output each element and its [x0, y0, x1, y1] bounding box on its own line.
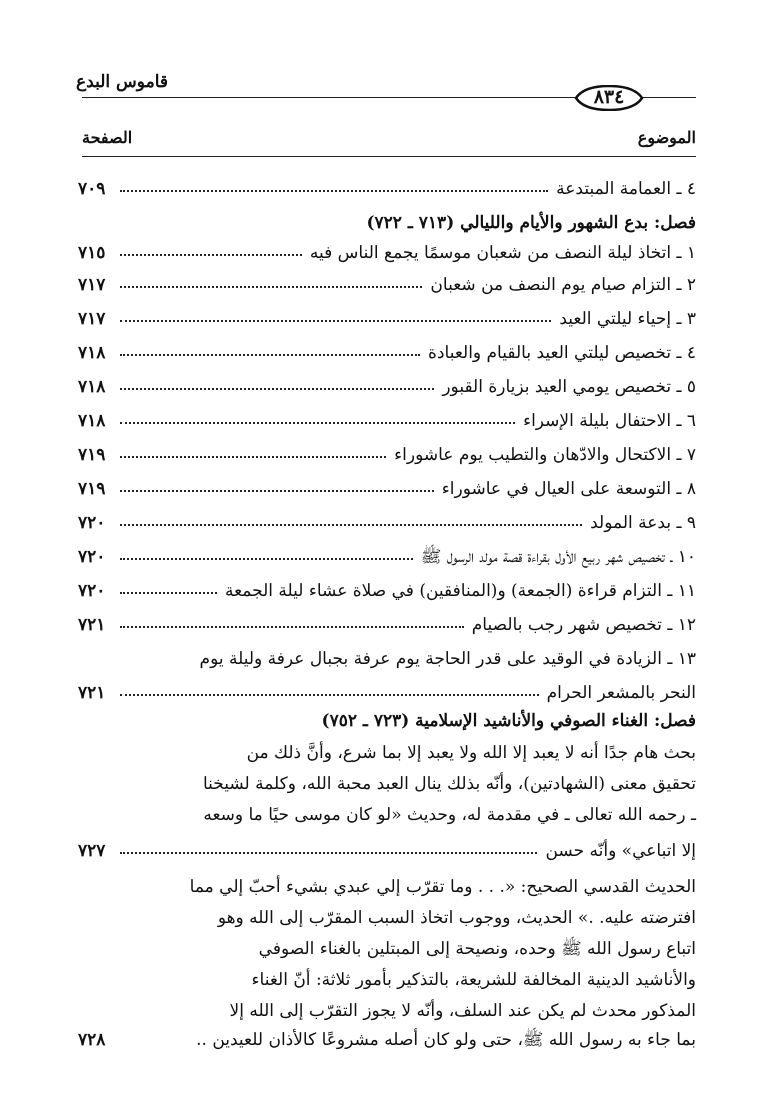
toc-entry: [78, 646, 696, 674]
toc-entry: [78, 408, 696, 436]
page-ref: ٧١٩: [78, 445, 106, 465]
toc-entry: [78, 476, 696, 504]
toc-entry-para1-last: [78, 838, 696, 866]
entry-title: ٩ ـ بدعة المولد: [590, 513, 696, 533]
entry-title: ١٠ ـ تخصيص شهر ربيع الأول بقراءة قصة مولد الرسول ﷺ: [420, 547, 696, 567]
entry-title: ٢ ـ التزام صيام يوم النصف من شعبان: [430, 275, 696, 295]
paragraph-line: إلا اتباعي» وأنّه حسن: [545, 841, 696, 861]
leader-dots: [120, 286, 422, 288]
toc-entry: [78, 680, 696, 708]
paragraph-line: والأناشيد الدينية المخالفة للشريعة، بالتذكير بأمور ثلاثة: أنّ الغناء: [251, 970, 696, 990]
column-topic: الموضوع: [637, 128, 696, 147]
page-ref: ٧٢٠: [78, 547, 106, 567]
leader-dots: [120, 626, 464, 628]
entry-title: ١٣ ـ الزيادة في الوقيد على قدر الحاجة يوم عرفة بجبال عرفة وليلة يوم: [199, 649, 696, 669]
page-ref: ٧١٧: [78, 309, 106, 329]
entry-title: ١١ ـ التزام قراءة (الجمعة) و(المنافقين) في صلاة عشاء ليلة الجمعة: [224, 581, 696, 601]
paragraph-line: تحقيق معنى (الشهادتين)، وأنّه بذلك ينال العبد محبة الله، وكلمة لشيخنا: [202, 774, 696, 794]
paragraph-2: [78, 872, 696, 1027]
page-ref: ٧١٩: [78, 479, 106, 499]
section-heading: فصل: الغناء الصوفي والأناشيد الإسلامية (٧٢٣ ـ ٧٥٢): [321, 711, 696, 731]
toc-entry: [78, 708, 696, 736]
leader-dots: [120, 490, 434, 492]
entry-title: النحر بالمشعر الحرام: [546, 683, 696, 703]
entry-title: ٤ ـ العمامة المبتدعة: [556, 179, 696, 199]
toc-entry: [78, 272, 696, 300]
paragraph-line: افترضته عليه. .» الحديث، ووجوب اتخاذ السبب المقرّب إلى الله وهو: [217, 908, 696, 928]
leader-dots: [120, 558, 413, 560]
leader-dots: [120, 254, 302, 256]
page-ref: ٧١٧: [78, 275, 106, 295]
section-heading: فصل: بدع الشهور والأيام والليالي (٧١٣ ـ ٧٢٢): [366, 213, 696, 233]
paragraph-line: ـ رحمه الله تعالى ـ في مقدمة له، وحديث «لو كان موسى حيًا ما وسعه: [203, 805, 696, 825]
entry-title: ٧ ـ الاكتحال والادّهان والتطيب يوم عاشوراء: [394, 445, 696, 465]
toc-entry: [78, 374, 696, 402]
toc-entry: [78, 578, 696, 606]
page-ref: ٧٠٩: [78, 179, 106, 199]
toc-entry: [78, 306, 696, 334]
toc-entry-para2-last: [78, 1027, 696, 1055]
book-title: قاموس البدع: [76, 72, 168, 92]
toc-entry: [78, 340, 696, 368]
entry-title: ٣ ـ إحياء ليلتي العيد: [559, 309, 696, 329]
leader-dots: [120, 694, 539, 696]
column-page: الصفحة: [82, 128, 133, 147]
leader-dots: [120, 320, 551, 322]
page-number-badge: [574, 85, 644, 111]
leader-dots: [120, 354, 420, 356]
leader-dots: [120, 456, 386, 458]
leader-dots: [120, 592, 217, 594]
entry-title: ١ ـ اتخاذ ليلة النصف من شعبان موسمًا يجمع الناس فيه: [309, 243, 696, 263]
paragraph-1: [78, 738, 696, 831]
paragraph-line: بما جاء به رسول الله ﷺ، حتى ولو كان أصله مشروعًا كالأذان للعيدين ..: [196, 1030, 696, 1050]
leader-dots: [120, 524, 582, 526]
toc-entry: [78, 612, 696, 640]
entry-title: ٤ ـ تخصيص ليلتي العيد بالقيام والعبادة: [428, 343, 696, 363]
page-ref: ٧٢٠: [78, 513, 106, 533]
leader-dots: [120, 852, 537, 854]
toc-entry: [78, 176, 696, 204]
page-ref: ٧٢٨: [78, 1030, 106, 1050]
page-number: ٨٣٤: [593, 86, 625, 108]
entry-title: ١٢ ـ تخصيص شهر رجب بالصيام: [471, 615, 696, 635]
page-ref: ٧٢١: [78, 615, 106, 635]
toc-entry: [78, 510, 696, 538]
paragraph-line: بحث هام جدًا أنه لا يعبد إلا الله ولا يعبد إلا بما شرع، وأنَّ ذلك من: [246, 743, 696, 763]
toc-entry: [78, 442, 696, 470]
toc-entry: [78, 544, 696, 572]
toc-entry: [78, 240, 696, 268]
paragraph-line: اتباع رسول الله ﷺ وحده، ونصيحة إلى المبتلين بالغناء الصوفي: [258, 939, 696, 959]
leader-dots: [120, 388, 434, 390]
leader-dots: [120, 422, 515, 424]
page-ref: ٧١٨: [78, 411, 106, 431]
page-ref: ٧١٥: [78, 243, 106, 263]
entry-title: ٨ ـ التوسعة على العيال في عاشوراء: [441, 479, 696, 499]
paragraph-line: المذكور محدث لم يكن عند السلف، وأنّه لا يجوز التقرّب إلى الله إلا: [229, 1001, 696, 1021]
page-ref: ٧١٨: [78, 343, 106, 363]
leader-dots: [120, 190, 548, 192]
page-ref: ٧٢١: [78, 683, 106, 703]
paragraph-line: الحديث القدسي الصحيح: «. . . وما تقرّب إلي عبدي بشيء أحبّ إلي مما: [189, 877, 696, 897]
toc-entry: [78, 210, 696, 238]
columns-rule: [82, 156, 696, 157]
entry-title: ٥ ـ تخصيص يومي العيد بزيارة القبور: [442, 377, 696, 397]
entry-title: ٦ ـ الاحتفال بليلة الإسراء: [523, 411, 696, 431]
page-ref: ٧١٨: [78, 377, 106, 397]
page-ref: ٧٢٧: [78, 841, 106, 861]
page-ref: ٧٢٠: [78, 581, 106, 601]
